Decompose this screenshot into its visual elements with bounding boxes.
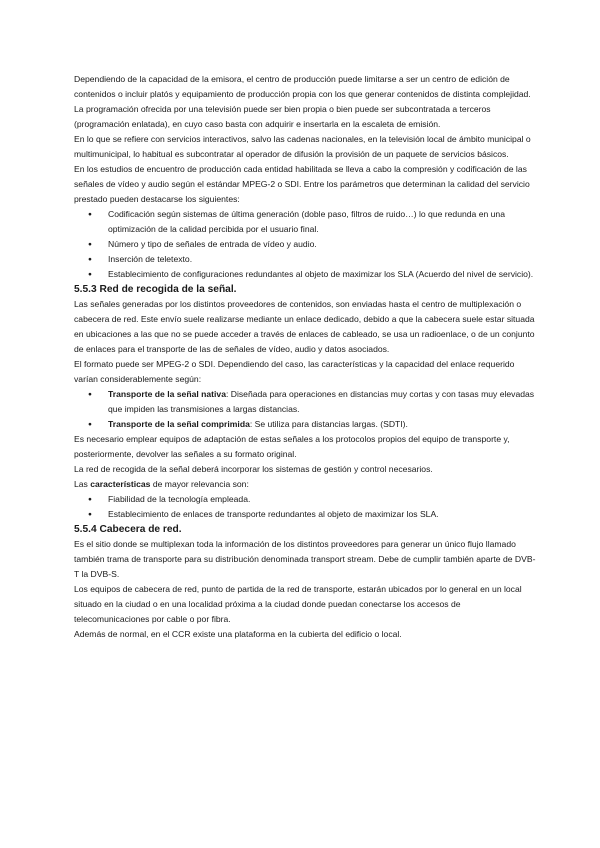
paragraph: Dependiendo de la capacidad de la emisora, el centro de producción puede limitarse a ser un centro de edición de contenidos o incluir platós y equipamiento de producción propia con los que generar contenidos de distinta complejidad. (74, 74, 531, 99)
list-item: ● Establecimiento de configuraciones redundantes al objeto de maximizar los SLA (Acuerdo del nivel de servicio). (74, 267, 538, 282)
list-item-text: : Se utiliza para distancias largas. (SDTI). (249, 419, 408, 429)
paragraph: Además de normal, en el CCR existe una plataforma en la cubierta del edificio o local. (74, 629, 402, 639)
bold-term: Transporte de la señal comprimida (108, 419, 250, 429)
bold-term: características (90, 479, 151, 489)
list-item (74, 417, 538, 432)
list-item-text: : Diseñada para operaciones en distancias muy cortas y con tasas muy elevadas que impiden las transmisiones a largas distancias. (108, 389, 535, 414)
paragraph: Las señales generadas por los distintos proveedores de contenidos, son enviadas hasta el centro de multiplexación o cabecera de red. Este envío suele realizarse mediante un enlace dedicado, debido a que la cabecera suele estar situada en ubicaciones a las que no se puede acceder a través de enlaces de cableado, se usa un radioenlace, o de un conjunto de enlaces para el transporte de las de señales de vídeo, audio y datos asociados. (74, 299, 535, 354)
list-item: ● Número y tipo de señales de entrada de vídeo y audio. (74, 237, 538, 252)
bullet-list-transport (74, 387, 538, 432)
paragraph: El formato puede ser MPEG-2 o SDI. Dependiendo del caso, las características y la capacidad del enlace requerido varían considerablemente según: (74, 359, 515, 384)
paragraph: Es necesario emplear equipos de adaptación de estas señales a los protocolos propios del equipo de transporte y, posteriormente, devolver las señales a su formato original. (74, 434, 510, 459)
bullet-list-characteristics (74, 492, 538, 522)
paragraph: La red de recogida de la señal deberá incorporar los sistemas de gestión y control necesarios. (74, 464, 433, 474)
text-run: Las (74, 479, 91, 489)
list-item: ● Fiabilidad de la tecnología empleada. (74, 492, 538, 507)
bold-term: Transporte de la señal nativa (108, 389, 226, 399)
list-item: ● Inserción de teletexto. (74, 252, 538, 267)
text-run: de mayor relevancia son: (150, 479, 249, 489)
list-item (74, 387, 538, 417)
paragraph: Los equipos de cabecera de red, punto de partida de la red de transporte, estarán ubicados por lo general en un local situado en la ciudad o en una localidad próxima a la ciudad donde puedan conectarse los accesos de telecomunicaciones por cable o por fibra. (74, 584, 522, 624)
document-body (74, 72, 538, 642)
paragraph: La programación ofrecida por una televisión puede ser bien propia o bien puede ser subcontratada a terceros (programación enlatada), en cuyo caso basta con adquirir e insertarla en la escaleta de emisión. (74, 104, 491, 129)
bullet-list-quality (74, 207, 538, 282)
list-item: ● Establecimiento de enlaces de transporte redundantes al objeto de maximizar los SLA. (74, 507, 538, 522)
paragraph: Es el sitio donde se multiplexan toda la información de los distintos proveedores para generar un único flujo llamado también trama de transporte para su distribución denominada transport stream. Debe de cumplir también aparte de DVB-T la DVB-S. (74, 539, 536, 579)
list-item: ● Codificación según sistemas de última generación (doble paso, filtros de ruido…) lo que redunda en una optimización de la calidad percibida por el usuario final. (74, 207, 538, 237)
section-heading-553: 5.5.3 Red de recogida de la señal. (74, 284, 237, 295)
section-heading-554: 5.5.4 Cabecera de red. (74, 524, 182, 535)
paragraph: En lo que se refiere con servicios interactivos, salvo las cadenas nacionales, en la televisión local de ámbito municipal o multimunicipal, lo habitual es subcontratar al operador de difusión la provisión de un paquete de servicios básicos. (74, 134, 531, 159)
paragraph: En los estudios de encuentro de producción cada entidad habilitada se lleva a cabo la compresión y codificación de las señales de vídeo y audio según el estándar MPEG-2 o SDI. Entre los parámetros que determinan la calidad del servicio prestado pueden destacarse los siguientes: (74, 164, 530, 204)
paragraph (74, 477, 538, 492)
